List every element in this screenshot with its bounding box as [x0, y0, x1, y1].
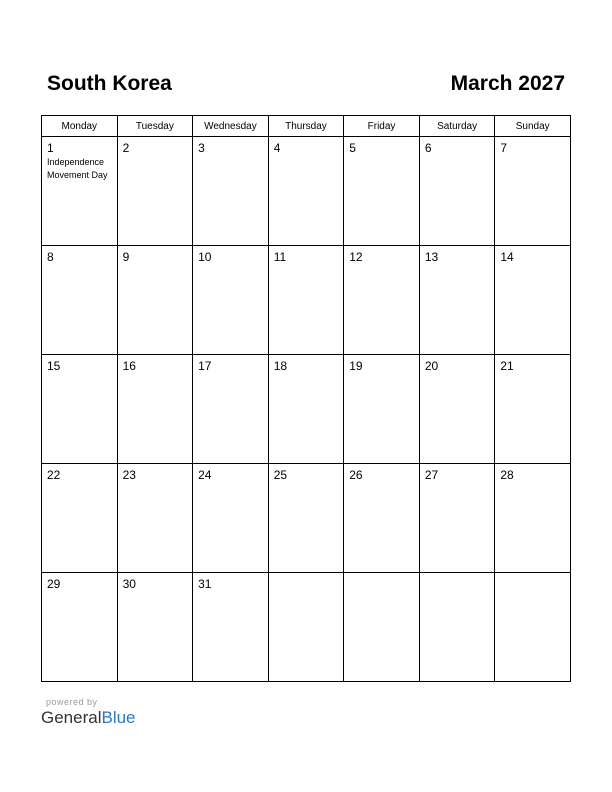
- day-cell: [117, 573, 193, 682]
- day-cell: [495, 246, 571, 355]
- day-number: 29: [47, 577, 61, 591]
- powered-by-text: powered by: [46, 697, 98, 707]
- day-cell: [344, 355, 420, 464]
- day-number: 25: [273, 468, 288, 482]
- day-cell: [42, 573, 118, 682]
- day-number: 24: [198, 468, 212, 482]
- day-cell: [42, 464, 118, 573]
- day-number: 18: [273, 359, 288, 373]
- day-cell: [117, 246, 193, 355]
- day-number: 12: [349, 250, 363, 264]
- day-cell: [268, 355, 344, 464]
- day-cell: [117, 137, 193, 246]
- generalblue-logo[interactable]: [41, 708, 136, 728]
- country-title: South Korea: [47, 72, 172, 95]
- day-cell: [419, 464, 495, 573]
- day-number: 30: [122, 577, 136, 591]
- day-cell: [344, 246, 420, 355]
- day-number: 5: [349, 141, 356, 155]
- day-cell: [419, 246, 495, 355]
- week-row: [42, 355, 571, 464]
- weekday-header: Thursday: [268, 116, 344, 137]
- day-number: 7: [500, 141, 508, 155]
- day-number: 20: [424, 359, 439, 373]
- day-cell-empty: [268, 573, 344, 682]
- day-cell: [268, 464, 344, 573]
- day-cell: [268, 246, 344, 355]
- day-number: 22: [47, 468, 61, 482]
- holiday-label: Independence Movement Day: [47, 157, 108, 180]
- day-number: 14: [500, 250, 514, 264]
- day-number: 31: [198, 577, 212, 591]
- day-cell: [117, 355, 193, 464]
- day-cell-empty: [344, 573, 420, 682]
- day-number: 4: [273, 141, 281, 155]
- day-cell: [193, 137, 269, 246]
- day-number: 16: [122, 359, 136, 373]
- weekday-header: Friday: [344, 116, 420, 137]
- day-number: 21: [500, 359, 514, 373]
- day-number: 10: [198, 250, 212, 264]
- day-number: 9: [122, 250, 130, 264]
- logo-text-blue: Blue: [101, 708, 136, 727]
- day-number: 1: [47, 141, 54, 155]
- day-cell: [117, 464, 193, 573]
- day-cell: [193, 246, 269, 355]
- weekday-header: Saturday: [419, 116, 495, 137]
- day-cell: [268, 137, 344, 246]
- day-number: 11: [273, 250, 287, 264]
- day-cell: [193, 355, 269, 464]
- day-cell: [419, 137, 495, 246]
- weekday-header: Monday: [42, 116, 118, 137]
- month-title: March 2027: [450, 72, 565, 95]
- day-number: 28: [500, 468, 514, 482]
- calendar-grid: [41, 115, 571, 682]
- day-cell: [344, 464, 420, 573]
- weekday-header: Sunday: [495, 116, 571, 137]
- week-row: [42, 246, 571, 355]
- day-number: 26: [349, 468, 363, 482]
- day-number: 2: [122, 141, 130, 155]
- logo-text-general: General: [41, 708, 102, 727]
- week-row: [42, 573, 571, 682]
- day-cell: [193, 573, 269, 682]
- day-cell: [42, 246, 118, 355]
- day-number: 15: [47, 359, 61, 373]
- day-number: 6: [424, 141, 432, 155]
- day-cell-empty: [419, 573, 495, 682]
- day-cell: [495, 137, 571, 246]
- day-cell: [193, 464, 269, 573]
- day-cell-empty: [495, 573, 571, 682]
- day-number: 13: [424, 250, 439, 264]
- day-number: 19: [349, 359, 363, 373]
- day-cell: [495, 464, 571, 573]
- day-number: 3: [198, 141, 205, 155]
- day-number: 23: [122, 468, 136, 482]
- day-cell: [419, 355, 495, 464]
- day-cell: [42, 137, 118, 246]
- day-cell: [495, 355, 571, 464]
- weekday-header-row: [42, 116, 571, 137]
- week-row: [42, 464, 571, 573]
- weekday-header: Tuesday: [117, 116, 193, 137]
- day-number: 17: [198, 359, 212, 373]
- day-cell: [42, 355, 118, 464]
- day-cell: [344, 137, 420, 246]
- weekday-header: Wednesday: [193, 116, 269, 137]
- day-number: 8: [47, 250, 54, 264]
- day-number: 27: [424, 468, 439, 482]
- week-row: [42, 137, 571, 246]
